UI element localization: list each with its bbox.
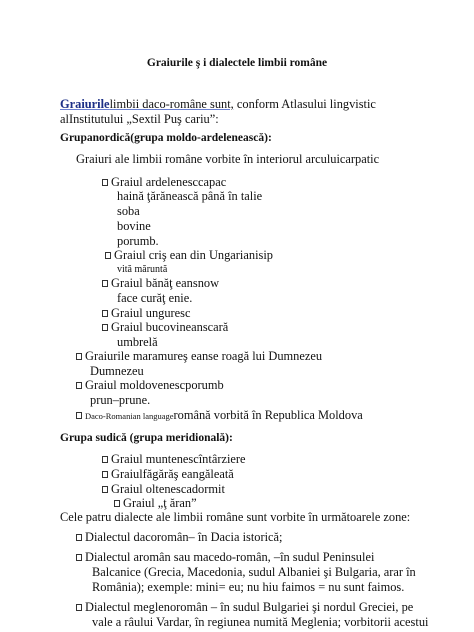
dialects-intro: Cele patru dialecte ale limbii române sunt vorbite în următoarele zone: <box>60 510 411 524</box>
bullet-icon <box>102 324 108 331</box>
north-item-moldova <box>76 408 363 423</box>
north-item: Graiul unguresc <box>102 306 190 320</box>
north-item-sub: Dumnezeu <box>90 364 144 378</box>
north-item-sub: porumb. <box>117 234 159 248</box>
north-item: Graiul criş ean din Ungarianisip <box>105 248 273 262</box>
document-title: Graiurile ş i dialectele limbii române <box>146 57 328 69</box>
north-item-sub: vită măruntă <box>117 264 168 275</box>
north-description: Graiuri ale limbii române vorbite în interiorul arculuicarpatic <box>76 152 380 166</box>
north-item: Graiul ardelenesccapac <box>102 175 226 189</box>
bullet-icon <box>105 252 111 259</box>
bullet-icon <box>102 456 108 463</box>
moldova-prefix: Daco-Romanian language <box>85 411 174 421</box>
intro-line-2: alInstitutului „Sextil Puş cariu”: <box>60 112 219 126</box>
south-item: Graiulfăgărăş eangăleată <box>102 467 234 481</box>
intro-lead: Graiurile <box>60 97 110 111</box>
dialect-item-cont: România); exemple: mini= eu; nu hiu faimos = nu sunt faimos. <box>92 580 405 594</box>
bullet-icon <box>76 412 82 419</box>
north-item-sub: soba <box>117 204 140 218</box>
dialect-item: Dialectul dacoromân– în Dacia istorică; <box>76 530 282 544</box>
north-item-sub: umbrelă <box>117 335 158 349</box>
north-item: Graiul bănăţ eansnow <box>102 276 219 290</box>
bullet-icon <box>102 486 108 493</box>
bullet-icon <box>114 500 120 507</box>
north-item-sub: haină ţărănească până în talie <box>117 189 263 203</box>
bullet-icon <box>76 604 82 611</box>
bullet-icon <box>76 554 82 561</box>
south-heading: Grupa sudică (grupa meridională): <box>60 432 233 444</box>
intro-tail: conform Atlasului lingvistic <box>233 97 376 111</box>
north-item: Graiul bucovineanscară <box>102 320 228 334</box>
south-item: Graiul „ţ ăran” <box>114 496 197 510</box>
intro-line-1 <box>60 97 376 111</box>
dialect-item: Dialectul aromân sau macedo-român, –în sudul Peninsulei <box>76 550 374 564</box>
bullet-icon <box>76 382 82 389</box>
bullet-icon <box>102 280 108 287</box>
north-item-sub: face curăţ enie. <box>117 291 193 305</box>
north-item-sub: bovine <box>117 219 151 233</box>
north-item: Graiul moldovenescporumb <box>76 378 224 392</box>
bullet-icon <box>102 471 108 478</box>
north-item: Graiurile maramureş eanse roagă lui Dumnezeu <box>76 349 322 363</box>
north-item-sub: prun–prune. <box>90 393 151 407</box>
bullet-icon <box>102 179 108 186</box>
bullet-icon <box>76 353 82 360</box>
south-item: Graiul muntenescîntârziere <box>102 452 246 466</box>
intro-underlined: limbii daco-române sunt, <box>109 97 234 111</box>
bullet-icon <box>76 534 82 541</box>
north-heading: Grupanordică(grupa moldo-ardelenească): <box>60 132 272 144</box>
moldova-text: română vorbită în Republica Moldova <box>173 408 363 422</box>
bullet-icon <box>102 310 108 317</box>
dialect-item-cont: Balcanice (Grecia, Macedonia, sudul Albaniei şi Bulgaria, arar în <box>92 565 416 579</box>
dialect-item-cont: vale a râului Vardar, în regiunea numită Meglenia; vorbitorii acestui <box>92 615 429 629</box>
south-item: Graiul oltenescadormit <box>102 482 225 496</box>
dialect-item: Dialectul meglenoromân – în sudul Bulgariei şi nordul Greciei, pe <box>76 600 413 614</box>
